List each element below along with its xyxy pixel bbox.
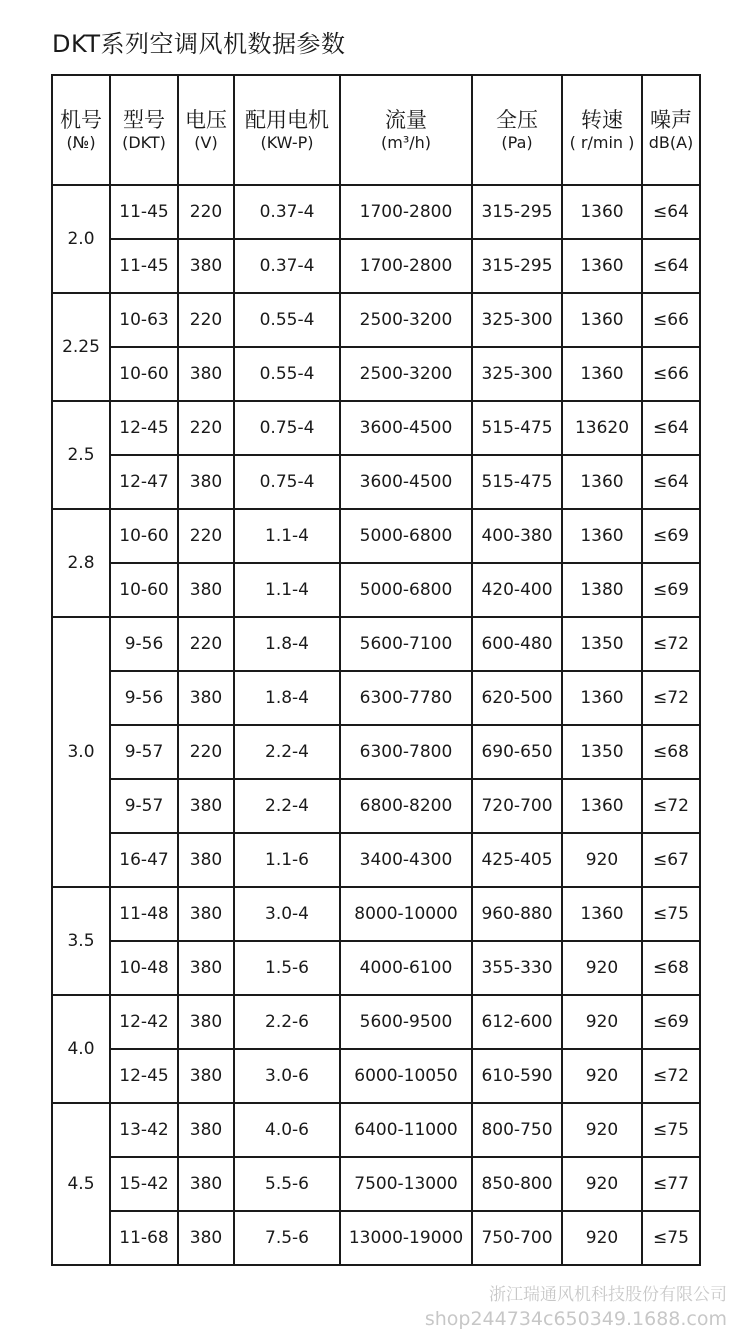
voltage-cell: 380 (178, 833, 234, 887)
flow-cell: 2500-3200 (340, 347, 472, 401)
table-body (52, 185, 700, 1265)
motor-cell: 2.2-4 (234, 779, 340, 833)
speed-cell: 920 (562, 1049, 642, 1103)
header-label: 转速 (581, 107, 623, 132)
model-cell: 10-60 (110, 563, 178, 617)
pressure-cell: 690-650 (472, 725, 562, 779)
pressure-cell: 315-295 (472, 185, 562, 239)
header-cell-motor (234, 75, 340, 185)
flow-cell: 6400-11000 (340, 1103, 472, 1157)
table-row (52, 671, 700, 725)
model-cell: 11-68 (110, 1211, 178, 1265)
motor-cell: 2.2-6 (234, 995, 340, 1049)
pressure-cell: 400-380 (472, 509, 562, 563)
header-unit: ( r/min ) (569, 132, 635, 152)
voltage-cell: 380 (178, 1049, 234, 1103)
spec-table (51, 74, 701, 1266)
voltage-cell: 380 (178, 1211, 234, 1265)
noise-cell: ≤64 (642, 239, 700, 293)
fan-number-cell: 2.5 (52, 401, 110, 509)
pressure-cell: 600-480 (472, 617, 562, 671)
flow-cell: 5000-6800 (340, 509, 472, 563)
pressure-cell: 620-500 (472, 671, 562, 725)
voltage-cell: 220 (178, 725, 234, 779)
table-row (52, 293, 700, 347)
model-cell: 15-42 (110, 1157, 178, 1211)
page-title: DKT系列空调风机数据参数 (52, 30, 346, 58)
header-unit: dB(A) (648, 132, 694, 152)
motor-cell: 1.1-4 (234, 563, 340, 617)
flow-cell: 3400-4300 (340, 833, 472, 887)
pressure-cell: 750-700 (472, 1211, 562, 1265)
noise-cell: ≤72 (642, 617, 700, 671)
model-cell: 9-57 (110, 779, 178, 833)
model-cell: 9-56 (110, 617, 178, 671)
flow-cell: 7500-13000 (340, 1157, 472, 1211)
model-cell: 12-47 (110, 455, 178, 509)
voltage-cell: 220 (178, 293, 234, 347)
header-cell-speed (562, 75, 642, 185)
model-cell: 10-48 (110, 941, 178, 995)
fan-number-cell: 4.5 (52, 1103, 110, 1265)
speed-cell: 1360 (562, 239, 642, 293)
speed-cell: 920 (562, 995, 642, 1049)
flow-cell: 5600-7100 (340, 617, 472, 671)
motor-cell: 5.5-6 (234, 1157, 340, 1211)
noise-cell: ≤72 (642, 1049, 700, 1103)
fan-number-cell: 3.5 (52, 887, 110, 995)
flow-cell: 8000-10000 (340, 887, 472, 941)
flow-cell: 4000-6100 (340, 941, 472, 995)
flow-cell: 2500-3200 (340, 293, 472, 347)
noise-cell: ≤67 (642, 833, 700, 887)
noise-cell: ≤69 (642, 995, 700, 1049)
pressure-cell: 515-475 (472, 455, 562, 509)
flow-cell: 6800-8200 (340, 779, 472, 833)
table-row (52, 347, 700, 401)
table-row (52, 455, 700, 509)
pressure-cell: 325-300 (472, 293, 562, 347)
header-unit: (DKT) (122, 132, 166, 152)
pressure-cell: 612-600 (472, 995, 562, 1049)
model-cell: 12-45 (110, 401, 178, 455)
speed-cell: 1360 (562, 347, 642, 401)
speed-cell: 1360 (562, 509, 642, 563)
speed-cell: 1360 (562, 779, 642, 833)
motor-cell: 1.1-6 (234, 833, 340, 887)
voltage-cell: 220 (178, 509, 234, 563)
header-label: 配用电机 (245, 107, 329, 132)
fan-number-cell: 2.25 (52, 293, 110, 401)
model-cell: 12-42 (110, 995, 178, 1049)
watermark-shop-url: shop244734c650349.1688.com (424, 1308, 727, 1331)
flow-cell: 6300-7800 (340, 725, 472, 779)
header-unit: (m³/h) (380, 132, 431, 152)
motor-cell: 0.37-4 (234, 185, 340, 239)
pressure-cell: 720-700 (472, 779, 562, 833)
noise-cell: ≤75 (642, 1103, 700, 1157)
table-row (52, 941, 700, 995)
watermark-company: 浙江瑞通风机科技股份有限公司 (489, 1285, 727, 1306)
noise-cell: ≤75 (642, 887, 700, 941)
table-row (52, 401, 700, 455)
table-row (52, 185, 700, 239)
header-cell-voltage (178, 75, 234, 185)
flow-cell: 3600-4500 (340, 401, 472, 455)
header-cell-no (52, 75, 110, 185)
table-row (52, 239, 700, 293)
table-row (52, 563, 700, 617)
speed-cell: 1360 (562, 185, 642, 239)
table-row (52, 833, 700, 887)
fan-number-cell: 4.0 (52, 995, 110, 1103)
speed-cell: 920 (562, 1157, 642, 1211)
flow-cell: 6000-10050 (340, 1049, 472, 1103)
voltage-cell: 380 (178, 1157, 234, 1211)
header-unit: (№) (66, 132, 96, 152)
noise-cell: ≤68 (642, 725, 700, 779)
noise-cell: ≤77 (642, 1157, 700, 1211)
flow-cell: 5600-9500 (340, 995, 472, 1049)
motor-cell: 1.5-6 (234, 941, 340, 995)
table-row (52, 1049, 700, 1103)
motor-cell: 3.0-6 (234, 1049, 340, 1103)
model-cell: 9-56 (110, 671, 178, 725)
model-cell: 16-47 (110, 833, 178, 887)
noise-cell: ≤75 (642, 1211, 700, 1265)
noise-cell: ≤66 (642, 293, 700, 347)
speed-cell: 1360 (562, 293, 642, 347)
speed-cell: 920 (562, 833, 642, 887)
voltage-cell: 380 (178, 347, 234, 401)
motor-cell: 0.55-4 (234, 347, 340, 401)
header-cell-model (110, 75, 178, 185)
speed-cell: 1360 (562, 455, 642, 509)
speed-cell: 920 (562, 1103, 642, 1157)
speed-cell: 1360 (562, 671, 642, 725)
model-cell: 11-48 (110, 887, 178, 941)
voltage-cell: 380 (178, 779, 234, 833)
header-row (52, 75, 700, 185)
pressure-cell: 800-750 (472, 1103, 562, 1157)
voltage-cell: 220 (178, 185, 234, 239)
voltage-cell: 220 (178, 401, 234, 455)
noise-cell: ≤68 (642, 941, 700, 995)
model-cell: 13-42 (110, 1103, 178, 1157)
motor-cell: 0.75-4 (234, 401, 340, 455)
flow-cell: 13000-19000 (340, 1211, 472, 1265)
noise-cell: ≤64 (642, 455, 700, 509)
voltage-cell: 380 (178, 1103, 234, 1157)
motor-cell: 4.0-6 (234, 1103, 340, 1157)
motor-cell: 1.8-4 (234, 671, 340, 725)
table-row (52, 887, 700, 941)
model-cell: 10-60 (110, 509, 178, 563)
motor-cell: 2.2-4 (234, 725, 340, 779)
voltage-cell: 380 (178, 239, 234, 293)
pressure-cell: 425-405 (472, 833, 562, 887)
speed-cell: 920 (562, 941, 642, 995)
noise-cell: ≤64 (642, 185, 700, 239)
table-row (52, 779, 700, 833)
header-cell-noise (642, 75, 700, 185)
header-label: 流量 (385, 107, 427, 132)
pressure-cell: 315-295 (472, 239, 562, 293)
voltage-cell: 380 (178, 671, 234, 725)
pressure-cell: 610-590 (472, 1049, 562, 1103)
noise-cell: ≤72 (642, 671, 700, 725)
table-row (52, 617, 700, 671)
pressure-cell: 355-330 (472, 941, 562, 995)
header-label: 噪声 (650, 107, 692, 132)
header-unit: (Pa) (501, 132, 533, 152)
table-row (52, 1103, 700, 1157)
noise-cell: ≤69 (642, 509, 700, 563)
model-cell: 10-60 (110, 347, 178, 401)
pressure-cell: 960-880 (472, 887, 562, 941)
voltage-cell: 380 (178, 563, 234, 617)
voltage-cell: 380 (178, 455, 234, 509)
speed-cell: 1350 (562, 617, 642, 671)
header-label: 机号 (60, 107, 102, 132)
speed-cell: 1350 (562, 725, 642, 779)
flow-cell: 6300-7780 (340, 671, 472, 725)
voltage-cell: 220 (178, 617, 234, 671)
header-unit: (V) (194, 132, 218, 152)
noise-cell: ≤69 (642, 563, 700, 617)
table-row (52, 1157, 700, 1211)
speed-cell: 1360 (562, 887, 642, 941)
motor-cell: 1.1-4 (234, 509, 340, 563)
header-unit: (KW-P) (260, 132, 314, 152)
flow-cell: 1700-2800 (340, 239, 472, 293)
model-cell: 12-45 (110, 1049, 178, 1103)
header-cell-flow (340, 75, 472, 185)
pressure-cell: 850-800 (472, 1157, 562, 1211)
model-cell: 9-57 (110, 725, 178, 779)
model-cell: 11-45 (110, 239, 178, 293)
speed-cell: 920 (562, 1211, 642, 1265)
table-row (52, 509, 700, 563)
fan-number-cell: 2.0 (52, 185, 110, 293)
speed-cell: 1380 (562, 563, 642, 617)
motor-cell: 1.8-4 (234, 617, 340, 671)
model-cell: 10-63 (110, 293, 178, 347)
pressure-cell: 515-475 (472, 401, 562, 455)
motor-cell: 0.55-4 (234, 293, 340, 347)
header-label: 型号 (123, 107, 165, 132)
pressure-cell: 420-400 (472, 563, 562, 617)
voltage-cell: 380 (178, 995, 234, 1049)
table-row (52, 995, 700, 1049)
speed-cell: 13620 (562, 401, 642, 455)
header-label: 电压 (185, 107, 227, 132)
pressure-cell: 325-300 (472, 347, 562, 401)
motor-cell: 0.75-4 (234, 455, 340, 509)
watermark (425, 1284, 727, 1333)
model-cell: 11-45 (110, 185, 178, 239)
table-row (52, 1211, 700, 1265)
motor-cell: 3.0-4 (234, 887, 340, 941)
voltage-cell: 380 (178, 887, 234, 941)
flow-cell: 1700-2800 (340, 185, 472, 239)
table-row (52, 725, 700, 779)
noise-cell: ≤72 (642, 779, 700, 833)
noise-cell: ≤64 (642, 401, 700, 455)
fan-number-cell: 3.0 (52, 617, 110, 887)
flow-cell: 5000-6800 (340, 563, 472, 617)
noise-cell: ≤66 (642, 347, 700, 401)
header-cell-pressure (472, 75, 562, 185)
fan-number-cell: 2.8 (52, 509, 110, 617)
voltage-cell: 380 (178, 941, 234, 995)
header-label: 全压 (496, 107, 538, 132)
flow-cell: 3600-4500 (340, 455, 472, 509)
motor-cell: 0.37-4 (234, 239, 340, 293)
motor-cell: 7.5-6 (234, 1211, 340, 1265)
